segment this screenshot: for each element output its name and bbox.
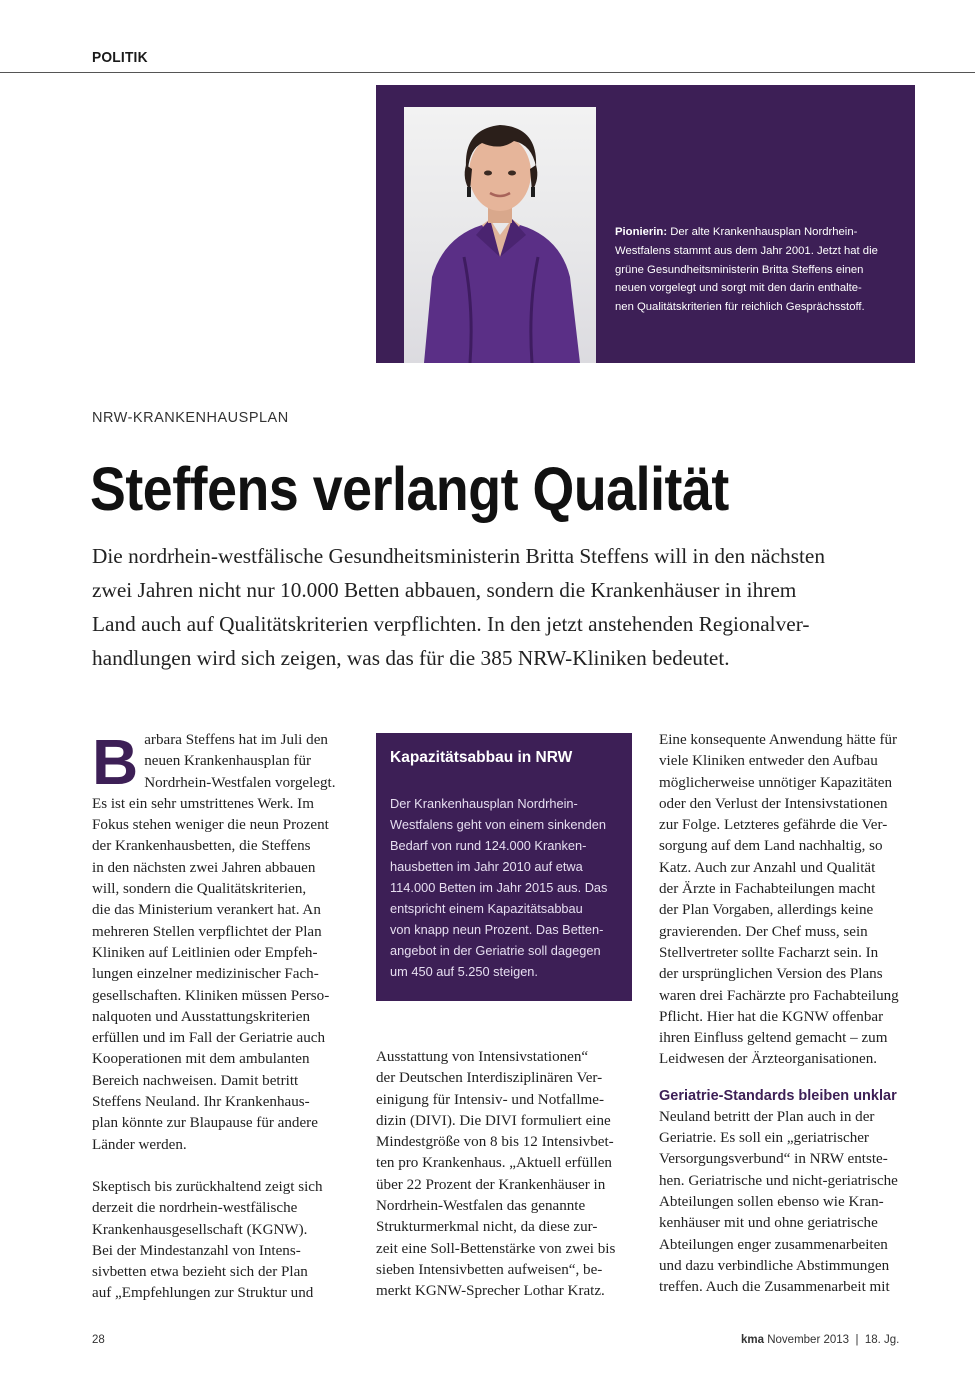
portrait-illustration — [404, 107, 596, 363]
body-line: Kliniken auf Leitlinien oder Empfeh- — [92, 944, 318, 961]
info-box-text — [390, 793, 626, 982]
body-line: einigung für Intensiv- und Notfallme- — [376, 1091, 605, 1108]
body-line: Neuland betritt der Plan auch in der — [659, 1108, 875, 1125]
portrait-photo — [404, 107, 596, 363]
body-line: neuen Krankenhausplan für — [144, 753, 312, 770]
article-lead — [92, 539, 892, 675]
body-line: Es ist ein sehr umstrittenes Werk. Im — [92, 795, 314, 812]
body-line: viele Kliniken entweder den Aufbau — [659, 753, 878, 770]
body-line: Kooperationen mit dem ambulanten — [92, 1051, 310, 1068]
column-2 — [376, 1047, 634, 1303]
body-line: sivbetten etwa bezieht sich der Plan — [92, 1264, 308, 1281]
body-line: erfüllen und im Fall der Geriatrie auch — [92, 1030, 326, 1047]
body-line: Fokus stehen weniger die neun Prozent — [92, 817, 329, 834]
column-1 — [92, 726, 350, 1305]
body-line: die das Ministerium verankert hat. An — [92, 902, 321, 919]
body-line: Bereich nachweisen. Damit betritt — [92, 1072, 299, 1089]
body-line: Versorgungsverbund“ in NRW entste- — [659, 1151, 888, 1168]
body-line: Nordrhein-Westfalen das genannte — [376, 1198, 586, 1215]
body-line: der ursprünglichen Version des Plans — [659, 966, 883, 983]
column-3 — [659, 730, 917, 1298]
body-line: Steffens Neuland. Ihr Krankenhaus- — [92, 1094, 310, 1111]
info-box-line: angebot in der Geriatrie soll dagegen — [390, 943, 601, 958]
footer-issue-text: November 2013 | 18. Jg. — [764, 1334, 900, 1346]
body-line: derzeit die nordrhein-westfälische — [92, 1200, 298, 1217]
body-line: Skeptisch bis zurückhaltend zeigt sich — [92, 1178, 323, 1195]
body-line: über 22 Prozent der Krankenhäuser in — [376, 1176, 606, 1193]
body-line: möglicherweise unnötiger Kapazitäten — [659, 774, 893, 791]
body-line: Pflicht. Hier hat die KGNW offenbar — [659, 1008, 884, 1025]
body-line: Geriatrie. Es soll ein „geriatrischer — [659, 1130, 869, 1147]
info-box-line: um 450 auf 5.250 steigen. — [390, 964, 538, 979]
body-line: Eine konsequente Anwendung hätte für — [659, 732, 898, 748]
body-line: Krankenhausgesellschaft (KGNW). — [92, 1221, 308, 1238]
body-line: Stellvertreter sollte Facharzt sein. In — [659, 944, 879, 961]
body-line: der Ärzte in Fachabteilungen macht — [659, 881, 876, 898]
body-line: kenhäuser mit und ohne geriatrische — [659, 1215, 878, 1232]
body-line: ihren Einfluss geltend gemacht – zum — [659, 1030, 888, 1047]
body-line: mehreren Stellen verpflichtet der Plan — [92, 923, 322, 940]
body-line: Bei der Mindestanzahl von Intens- — [92, 1242, 301, 1259]
lead-line: Die nordrhein-westfälische Gesundheitsministerin Britta Steffens will in den nächsten — [92, 544, 825, 568]
footer-issue — [741, 1334, 899, 1346]
info-box — [376, 733, 632, 1001]
info-box-line: Bedarf von rund 124.000 Kranken- — [390, 838, 587, 853]
caption-line: nen Qualitätskriterien für reichlich Gesprächsstoff. — [615, 301, 865, 314]
body-line: Katz. Auch zur Anzahl und Qualität — [659, 859, 876, 876]
body-line: gesellschaften. Kliniken müssen Perso- — [92, 987, 330, 1004]
body-line: der Plan Vorgaben, allerdings keine — [659, 902, 874, 919]
info-box-line: von knapp neun Prozent. Das Betten- — [390, 922, 604, 937]
body-line: und dazu verbindliche Abstimmungen — [659, 1257, 890, 1274]
body-line: arbara Steffens hat im Juli den — [144, 732, 328, 748]
info-box-line: Westfalens geht von einem sinkenden — [390, 817, 607, 832]
lead-line: zwei Jahren nicht nur 10.000 Betten abbauen, sondern die Krankenhäuser in ihrem — [92, 578, 797, 602]
body-line: plan könnte zur Blaupause für andere — [92, 1115, 318, 1132]
body-line: Länder werden. — [92, 1136, 187, 1153]
caption-line: grüne Gesundheitsministerin Britta Steffens einen — [615, 263, 864, 276]
body-line: will, sondern die Qualitätskriterien, — [92, 881, 307, 898]
caption-line: Der alte Krankenhausplan Nordrhein- — [667, 226, 858, 238]
lead-line: Land auch auf Qualitätskriterien verpflichten. In den jetzt anstehenden Regionalver- — [92, 612, 810, 636]
body-line: waren drei Fachärzte pro Fachabteilung — [659, 987, 899, 1004]
body-line: hen. Geriatrische und nicht-geriatrische — [659, 1172, 898, 1189]
info-box-line: hausbetten im Jahr 2010 auf etwa — [390, 859, 583, 874]
hero-panel — [376, 85, 915, 363]
drop-cap: B — [92, 726, 139, 798]
article-kicker: NRW-KRANKENHAUSPLAN — [92, 410, 289, 426]
body-line: Mindestgröße von 8 bis 12 Intensivbet- — [376, 1134, 614, 1151]
body-line: sieben Intensivbetten aufweisen“, be- — [376, 1261, 603, 1278]
body-line: zur Folge. Letzteres gefährde die Ver- — [659, 817, 888, 834]
body-line: gravierenden. Der Chef muss, sein — [659, 923, 868, 940]
body-line: Abteilungen sollen ebenso wie Kran- — [659, 1193, 884, 1210]
info-box-line: entspricht einem Kapazitätsabbau — [390, 901, 583, 916]
body-line: der Krankenhausbetten, die Steffens — [92, 838, 311, 855]
section-label: POLITIK — [92, 49, 148, 66]
body-line: ten pro Krankenhaus. „Aktuell erfüllen — [376, 1155, 612, 1172]
lead-line: handlungen wird sich zeigen, was das für die 385 NRW-Kliniken bedeutet. — [92, 646, 730, 670]
body-line: merkt KGNW-Sprecher Lothar Kratz. — [376, 1283, 605, 1300]
caption-line: Westfalens stammt aus dem Jahr 2001. Jetzt hat die — [615, 244, 878, 257]
page-number: 28 — [92, 1334, 105, 1346]
body-line: nalquoten und Ausstattungskriterien — [92, 1008, 310, 1025]
body-line: auf „Empfehlungen zur Struktur und — [92, 1285, 314, 1302]
body-line: Ausstattung von Intensivstationen“ — [376, 1049, 589, 1065]
body-line: in den nächsten zwei Jahren abbauen — [92, 859, 316, 876]
section-subhead: Geriatrie-Standards bleiben unklar — [659, 1087, 897, 1104]
body-line: lungen einzelner medizinischer Fach- — [92, 966, 319, 983]
body-line: sorgung auf dem Land nachhaltig, so — [659, 838, 883, 855]
article-headline: Steffens verlangt Qualität — [90, 455, 729, 523]
body-line: Strukturmerkmal nicht, da diese zur- — [376, 1219, 598, 1236]
top-rule — [0, 72, 975, 73]
body-line: Leidwesen der Ärzteorganisationen. — [659, 1051, 878, 1068]
info-box-line: Der Krankenhausplan Nordrhein- — [390, 796, 578, 811]
body-line: Nordrhein-Westfalen vorgelegt. — [144, 774, 336, 791]
body-line: Abteilungen enger zusammenarbeiten — [659, 1236, 888, 1253]
caption-line: neuen vorgelegt und sorgt mit den darin enthalte- — [615, 282, 862, 295]
body-line: der Deutschen Interdisziplinären Ver- — [376, 1070, 603, 1087]
info-box-line: 114.000 Betten im Jahr 2015 aus. Das — [390, 880, 608, 895]
photo-caption — [615, 223, 905, 317]
body-line: treffen. Auch die Zusammenarbeit mit — [659, 1279, 890, 1296]
body-line: zeit eine Soll-Bettenstärke von zwei bis — [376, 1240, 616, 1257]
body-line: oder den Verlust der Intensivstationen — [659, 795, 888, 812]
footer-brand: kma — [741, 1334, 765, 1346]
body-line: dizin (DIVI). Die DIVI formuliert eine — [376, 1112, 611, 1129]
caption-lead: Pionierin: — [615, 226, 668, 238]
info-box-title: Kapazitätsabbau in NRW — [390, 749, 573, 766]
